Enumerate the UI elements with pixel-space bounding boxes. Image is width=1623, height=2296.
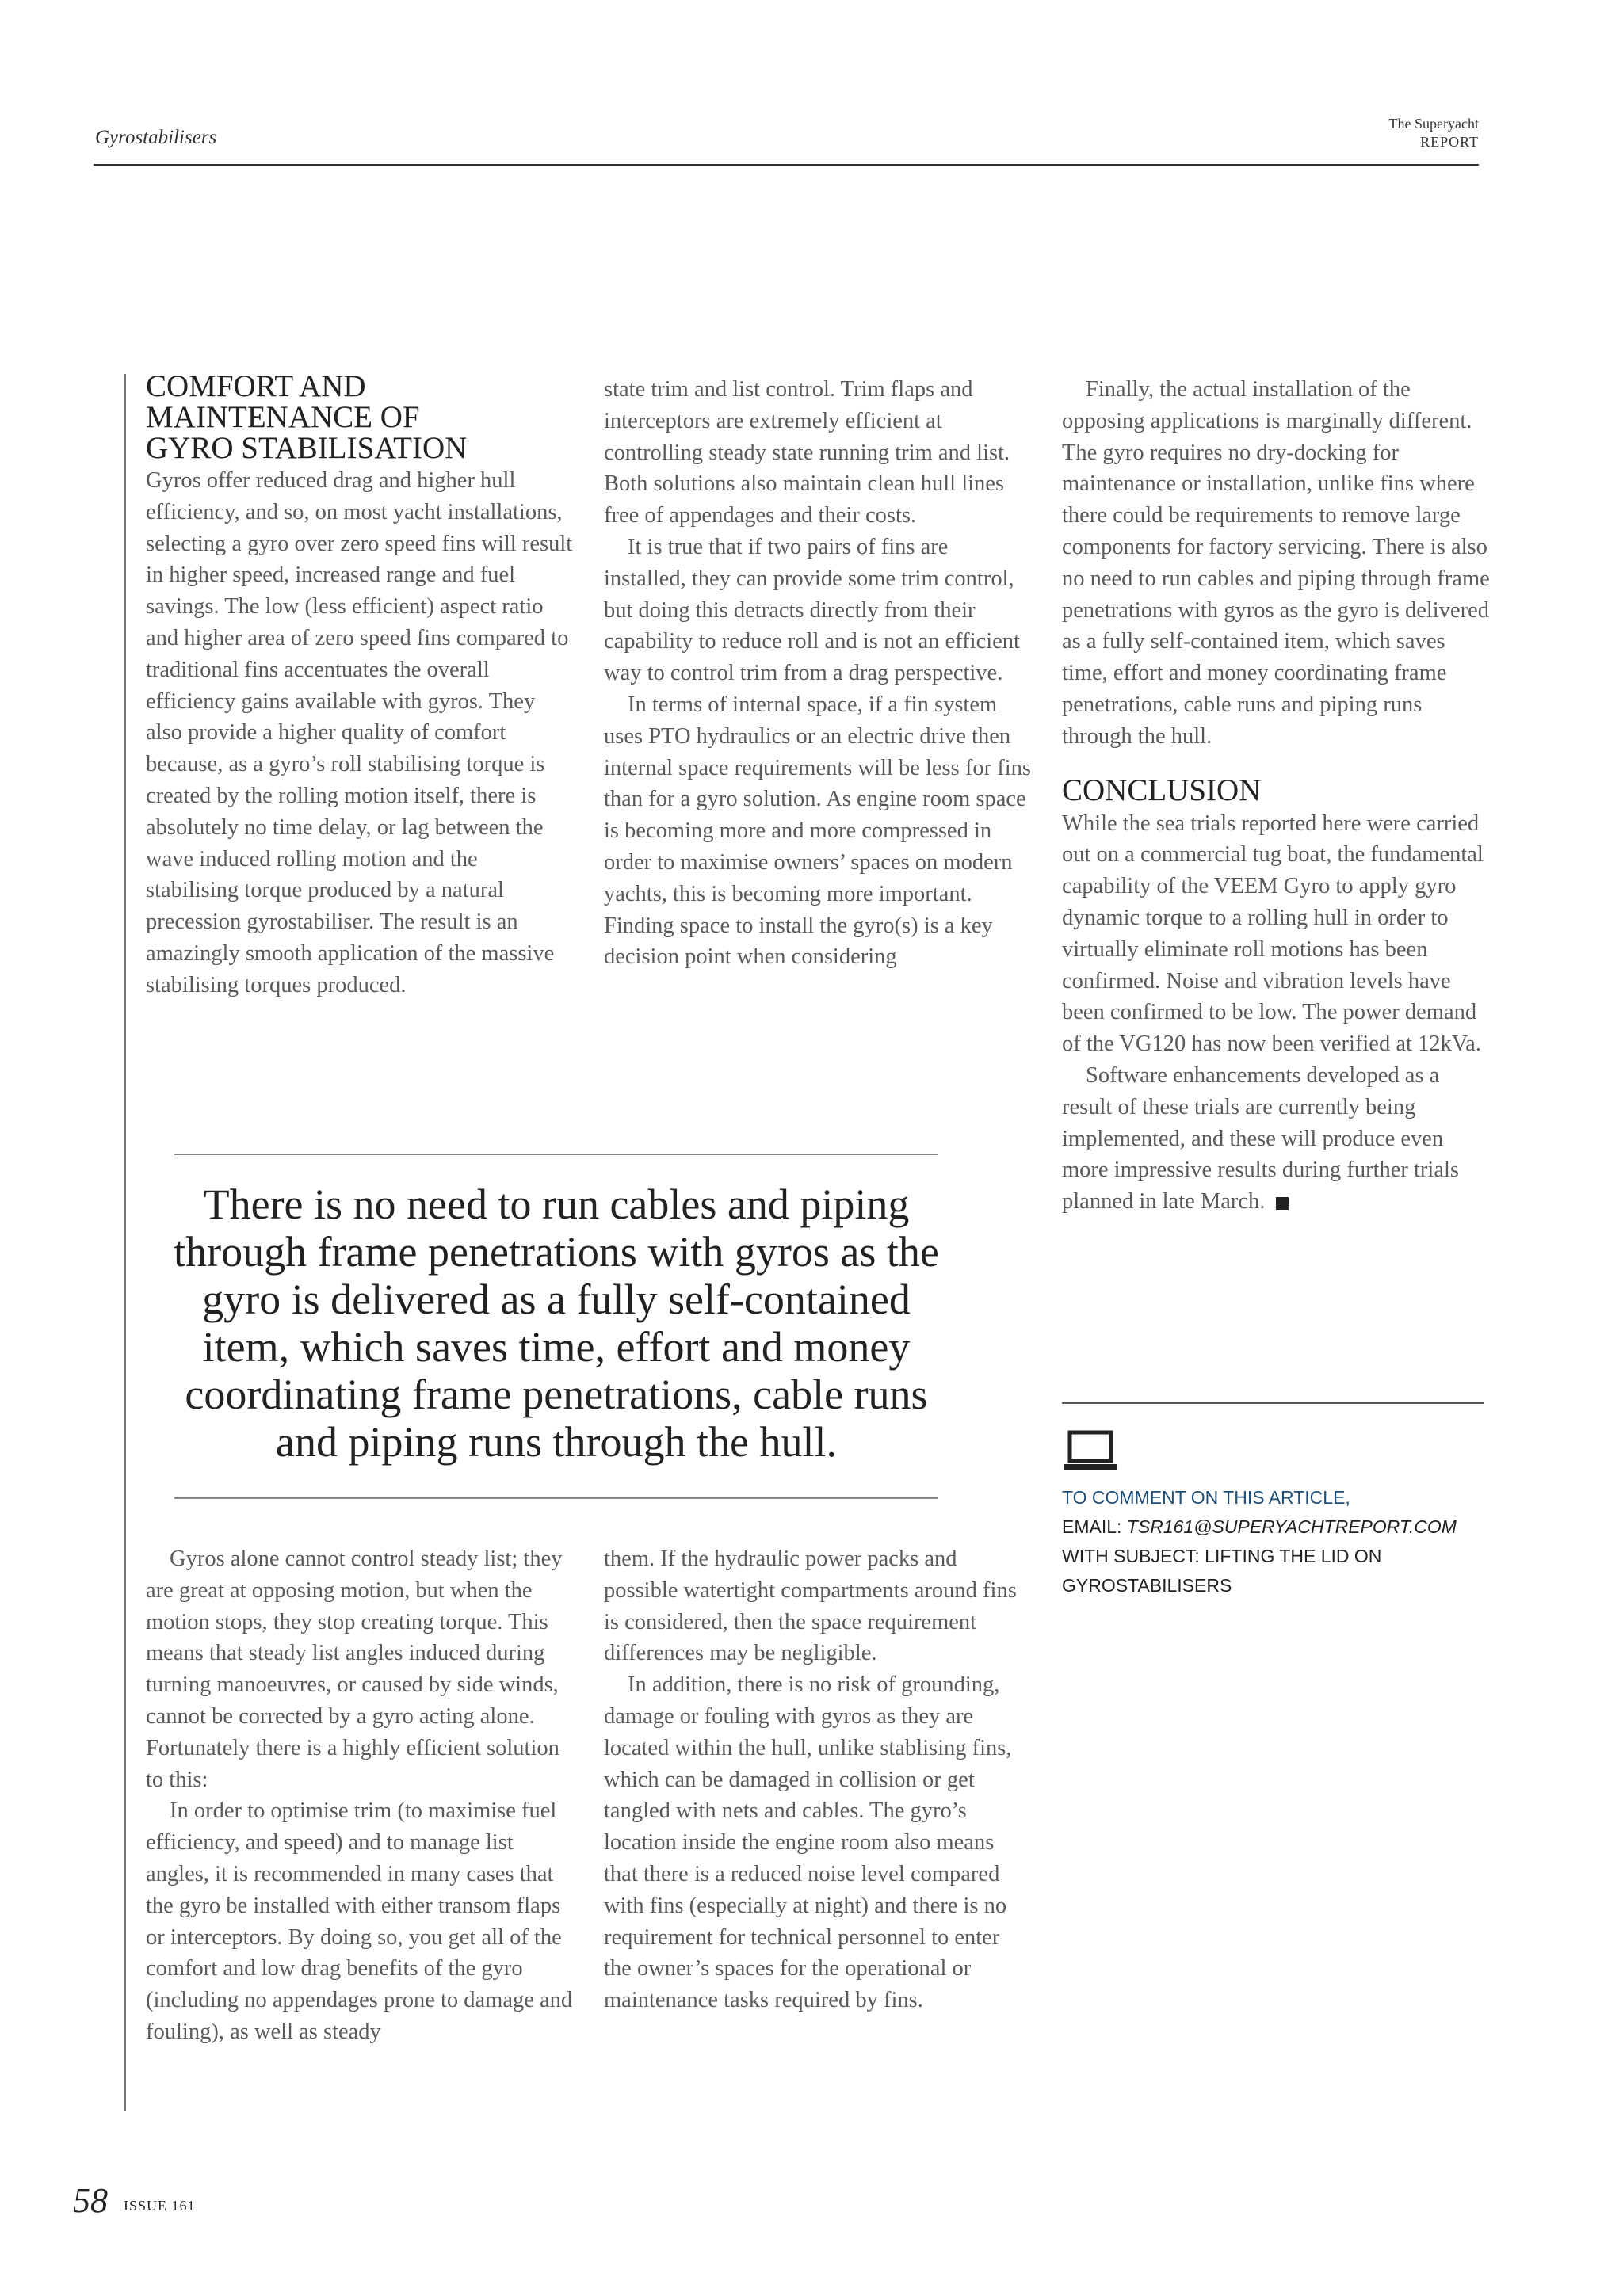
comment-lead: TO COMMENT ON THIS ARTICLE, <box>1062 1487 1350 1508</box>
email-label: EMAIL: <box>1062 1516 1127 1537</box>
column-3 <box>1062 374 1490 1218</box>
paragraph: them. If the hydraulic power packs and possible watertight compartments around fins is considered, then the space requirement differences may be negligible. <box>604 1547 1017 1666</box>
column-2-bottom <box>604 1543 1032 2016</box>
publication-brand <box>1389 115 1479 151</box>
quote-rule-bottom <box>174 1497 938 1499</box>
comment-box <box>1062 1483 1506 1600</box>
paragraph-text: Software enhancements developed as a result of these trials are currently being implemented, and these will produce even more impressive results during further trials planned in late March. <box>1062 1062 1460 1215</box>
section-heading <box>146 371 574 463</box>
paragraph <box>1062 1060 1490 1218</box>
comment-subject: GYROSTABILISERS <box>1062 1575 1232 1596</box>
paragraph: state trim and list control. Trim flaps and interceptors are extremely efficient at controlling steady state running trim and list. Both solutions also maintain clean hull lines free of appendages and their costs. <box>604 377 1010 528</box>
email-address[interactable]: TSR161@SUPERYACHTREPORT.COM <box>1126 1516 1457 1537</box>
brand-line-1: The Superyacht <box>1388 116 1479 132</box>
paragraph: While the sea trials reported here were carried out on a commercial tug boat, the fundamental capability of the VEEM Gyro to apply gyro dynamic torque to a rolling hull in order to virtually eliminate roll motions has been confirmed. Noise and vibration levels have been confirmed to be low. The power demand of the VG120 has now been verified at 12kVa. <box>1062 810 1484 1057</box>
paragraph: In order to optimise trim (to maximise fuel efficiency, and speed) and to manage list angles, it is recommended in many cases that the gyro be installed with either transom flaps or interceptors. By doing so, you get all of the comfort and low drag benefits of the gyro (including no appendages prone to damage and fouling), as well as steady <box>146 1798 573 2044</box>
header-rule <box>94 164 1479 166</box>
paragraph: Finally, the actual installation of the opposing applications is marginally different. The gyro requires no dry-docking for maintenance or installation, unlike fins where there could be requirements to remove large components for factory servicing. There is also no need to run cables and piping through frame penetrations with gyros as the gyro is delivered as a fully self-contained item, which saves time, effort and money coordinating frame penetrations, cable runs and piping runs through the hull. <box>1062 377 1490 749</box>
column-1-bottom <box>146 1543 574 2048</box>
comment-subject: WITH SUBJECT: LIFTING THE LID ON <box>1062 1546 1382 1566</box>
pull-quote: There is no need to run cables and piping through frame penetrations with gyros as the gyro is delivered as a fully self-contained item, which saves time, effort and money coordinating frame penetrations, cable runs and piping runs through the hull. <box>174 1180 939 1466</box>
quote-rule-top <box>174 1154 938 1155</box>
comment-rule <box>1062 1402 1484 1404</box>
paragraph: In terms of internal space, if a fin system uses PTO hydraulics or an electric drive then internal space requirements will be less for fins than for a gyro solution. As engine room space is becoming more and more compressed in order to maximise owners’ spaces on modern yachts, this is becoming more important. Finding space to install the gyro(s) is a key decision point when considering <box>604 692 1031 970</box>
paragraph: In addition, there is no risk of grounding, damage or fouling with gyros as they are located within the hull, unlike stablising fins, which can be damaged in collision or get tangled with nets and cables. The gyro’s location inside the engine room also means that there is a reduced noise level compared with fins (especially at night) and there is no requirement for technical personnel to enter the owner’s spaces for the operational or maintenance tasks required by fins. <box>604 1672 1012 2013</box>
heading-line: MAINTENANCE OF <box>146 400 420 434</box>
issue-label: ISSUE 161 <box>124 2198 196 2214</box>
side-bar <box>124 374 126 2111</box>
laptop-icon <box>1062 1429 1119 1474</box>
page-number: 58 <box>73 2181 108 2220</box>
heading-line: COMFORT AND <box>146 369 366 403</box>
comment-email <box>1062 1512 1506 1542</box>
paragraph: Gyros offer reduced drag and higher hull efficiency, and so, on most yacht installations, selecting a gyro over zero speed fins will result in higher speed, increased range and fuel savings. The low (less efficient) aspect ratio and higher area of zero speed fins compared to traditional fins accentuates the overall efficiency gains available with gyros. They also provide a higher quality of comfort because, as a gyro’s roll stabilising torque is created by the rolling motion itself, there is absolutely no time delay, or lag between the wave induced rolling motion and the stabilising torque produced by a natural precession gyrostabiliser. The result is an amazingly smooth application of the massive stabilising torques produced. <box>146 468 573 997</box>
conclusion-heading: CONCLUSION <box>1062 772 1262 807</box>
section-name: Gyrostabilisers <box>95 127 217 148</box>
heading-line: GYRO STABILISATION <box>146 431 468 465</box>
paragraph: Gyros alone cannot control steady list; they are great at opposing motion, but when the motion stops, they stop creating torque. This means that steady list angles induced during turning manoeuvres, or caused by side winds, cannot be corrected by a gyro acting alone. Fortunately there is a highly efficient solution to this: <box>146 1547 563 1792</box>
column-1-top <box>146 371 574 1001</box>
brand-line-2: REPORT <box>1420 134 1479 150</box>
column-2-top <box>604 374 1032 973</box>
paragraph: It is true that if two pairs of fins are installed, they can provide some trim control, but doing this detracts directly from their capability to reduce roll and is not an efficient way to control trim from a drag perspective. <box>604 534 1020 686</box>
end-mark-icon <box>1276 1197 1289 1210</box>
